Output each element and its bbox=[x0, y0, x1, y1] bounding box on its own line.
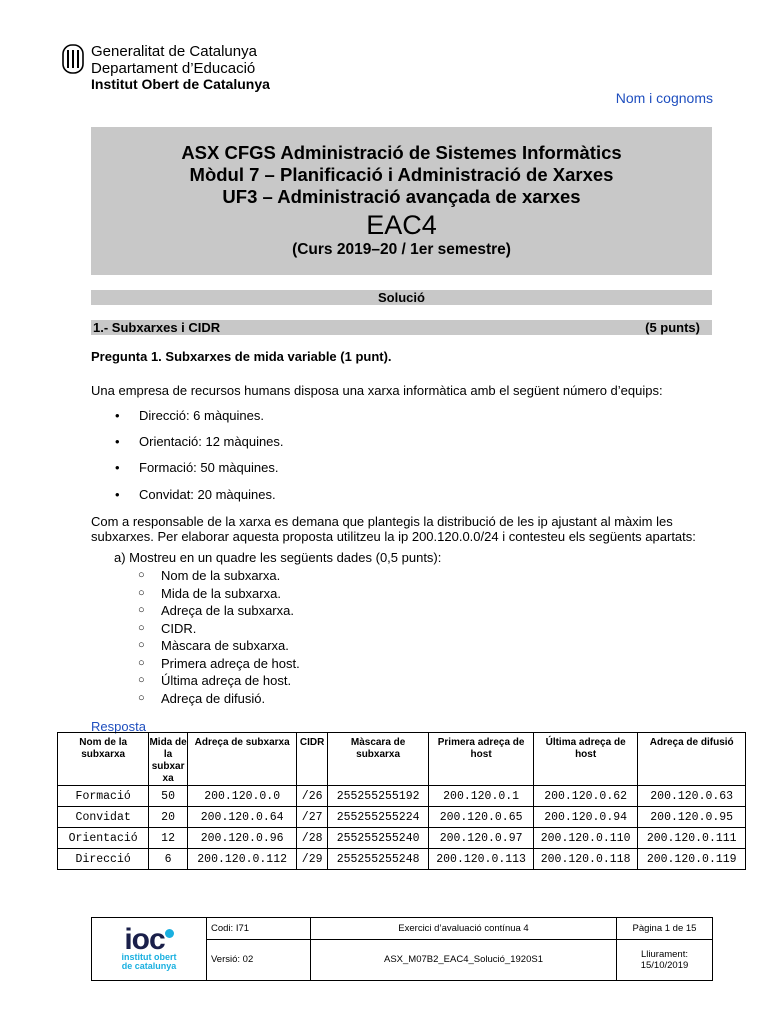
table-cell: 20 bbox=[149, 807, 188, 828]
column-header: Adreça de difusió bbox=[638, 733, 746, 786]
footer-exercise: Exercici d’avaluació contínua 4 bbox=[311, 918, 617, 940]
table-cell: 50 bbox=[149, 786, 188, 807]
list-item: Orientació: 12 màquines. bbox=[139, 434, 284, 449]
column-header: Nom de la subxarxa bbox=[58, 733, 149, 786]
delivery-label: Lliurament: bbox=[641, 948, 688, 960]
table-cell: 200.120.0.62 bbox=[533, 786, 638, 807]
table-cell: /28 bbox=[297, 828, 327, 849]
circle-bullet-icon: ○ bbox=[138, 604, 145, 616]
table-cell: 200.120.0.110 bbox=[533, 828, 638, 849]
page-footer bbox=[91, 917, 713, 981]
column-header: CIDR bbox=[297, 733, 327, 786]
task-paragraph: Com a responsable de la xarxa es demana que plantegis la distribució de les ip ajustant al màxim les subxarxes. Per elaborar aquesta proposta utilitzeu la ip 200.120.0.0/24 i contesteu els següents apartats: bbox=[91, 514, 696, 544]
table-cell: 200.120.0.1 bbox=[429, 786, 534, 807]
circle-bullet-icon: ○ bbox=[138, 587, 145, 599]
author-name-field[interactable]: Nom i cognoms bbox=[615, 90, 713, 106]
generalitat-name: Generalitat de Catalunya bbox=[91, 43, 257, 60]
table-cell: 255255255248 bbox=[327, 849, 428, 870]
table-cell: 200.120.0.111 bbox=[638, 828, 746, 849]
section-heading bbox=[91, 320, 712, 335]
answer-label: Resposta bbox=[91, 719, 146, 734]
footer-code: Codi: I71 bbox=[207, 918, 311, 940]
course-title: ASX CFGS Administració de Sistemes Informàtics bbox=[181, 142, 622, 163]
sublist-item: CIDR. bbox=[161, 621, 197, 636]
table-cell: /27 bbox=[297, 807, 327, 828]
table-row bbox=[58, 828, 746, 849]
table-cell: Direcció bbox=[58, 849, 149, 870]
circle-bullet-icon: ○ bbox=[138, 692, 145, 704]
bullet-icon: • bbox=[115, 434, 120, 449]
course-year: (Curs 2019–20 / 1er semestre) bbox=[292, 241, 511, 258]
table-header-row bbox=[58, 733, 746, 786]
footer-delivery bbox=[617, 939, 713, 980]
sublist-item: Última adreça de host. bbox=[161, 673, 292, 688]
sublist-item: Màscara de subxarxa. bbox=[161, 638, 289, 653]
column-header: Màscara de subxarxa bbox=[327, 733, 428, 786]
table-row bbox=[58, 849, 746, 870]
circle-bullet-icon: ○ bbox=[138, 639, 145, 651]
sublist-item: Adreça de la subxarxa. bbox=[161, 603, 294, 618]
circle-bullet-icon: ○ bbox=[138, 657, 145, 669]
table-cell: /29 bbox=[297, 849, 327, 870]
department-name: Departament d’Educació bbox=[91, 60, 256, 77]
title-block bbox=[91, 127, 712, 275]
sublist-item: Nom de la subxarxa. bbox=[161, 568, 281, 583]
footer-page: Pàgina 1 de 15 bbox=[617, 918, 713, 940]
table-cell: 12 bbox=[149, 828, 188, 849]
table-cell: 200.120.0.112 bbox=[187, 849, 297, 870]
table-cell: 255255255240 bbox=[327, 828, 428, 849]
table-cell: 200.120.0.119 bbox=[638, 849, 746, 870]
table-cell: Formació bbox=[58, 786, 149, 807]
generalitat-logo-icon bbox=[62, 44, 84, 74]
subnet-table bbox=[57, 732, 746, 870]
list-item: Direcció: 6 màquines. bbox=[139, 408, 264, 423]
bullet-icon: • bbox=[115, 487, 120, 502]
sublist-item: Adreça de difusió. bbox=[161, 691, 266, 706]
table-cell: 255255255224 bbox=[327, 807, 428, 828]
column-header: Última adreça de host bbox=[533, 733, 638, 786]
table-cell: 6 bbox=[149, 849, 188, 870]
bullet-icon: • bbox=[115, 460, 120, 475]
ioc-logo bbox=[92, 918, 207, 981]
table-cell: 200.120.0.64 bbox=[187, 807, 297, 828]
ioc-logo-text: ioc bbox=[124, 923, 165, 956]
table-cell: 200.120.0.94 bbox=[533, 807, 638, 828]
intro-paragraph: Una empresa de recursos humans disposa una xarxa informàtica amb el següent número d’equips: bbox=[91, 383, 663, 398]
circle-bullet-icon: ○ bbox=[138, 622, 145, 634]
module-title: Mòdul 7 – Planificació i Administració de Xarxes bbox=[189, 164, 614, 185]
table-cell: 200.120.0.96 bbox=[187, 828, 297, 849]
column-header: Adreça de subxarxa bbox=[187, 733, 297, 786]
footer-filename: ASX_M07B2_EAC4_Solució_1920S1 bbox=[311, 939, 617, 980]
circle-bullet-icon: ○ bbox=[138, 674, 145, 686]
list-item: Convidat: 20 màquines. bbox=[139, 487, 276, 502]
table-cell: Orientació bbox=[58, 828, 149, 849]
column-header: Mida de la subxar xa bbox=[149, 733, 188, 786]
table-cell: /26 bbox=[297, 786, 327, 807]
table-cell: 200.120.0.65 bbox=[429, 807, 534, 828]
subquestion-a: a) Mostreu en un quadre les següents dades (0,5 punts): bbox=[114, 550, 442, 565]
institute-name: Institut Obert de Catalunya bbox=[91, 76, 270, 92]
bullet-icon: • bbox=[115, 408, 120, 423]
table-cell: Convidat bbox=[58, 807, 149, 828]
table-cell: 200.120.0.97 bbox=[429, 828, 534, 849]
sublist-item: Mida de la subxarxa. bbox=[161, 586, 281, 601]
sublist-item: Primera adreça de host. bbox=[161, 656, 300, 671]
section-title: 1.- Subxarxes i CIDR bbox=[93, 320, 221, 335]
table-row bbox=[58, 807, 746, 828]
ioc-dot-icon bbox=[165, 929, 174, 938]
table-cell: 255255255192 bbox=[327, 786, 428, 807]
circle-bullet-icon: ○ bbox=[138, 569, 145, 581]
list-item: Formació: 50 màquines. bbox=[139, 460, 279, 475]
table-cell: 200.120.0.0 bbox=[187, 786, 297, 807]
solution-banner: Solució bbox=[91, 290, 712, 305]
section-points: (5 punts) bbox=[645, 320, 700, 335]
table-cell: 200.120.0.63 bbox=[638, 786, 746, 807]
table-row bbox=[58, 786, 746, 807]
table-cell: 200.120.0.95 bbox=[638, 807, 746, 828]
table-cell: 200.120.0.118 bbox=[533, 849, 638, 870]
unit-title: UF3 – Administració avançada de xarxes bbox=[222, 186, 581, 207]
delivery-date: 15/10/2019 bbox=[640, 959, 689, 971]
ioc-logo-subtitle: de catalunya bbox=[121, 961, 177, 971]
table-cell: 200.120.0.113 bbox=[429, 849, 534, 870]
exercise-title: EAC4 bbox=[366, 210, 437, 240]
column-header: Primera adreça de host bbox=[429, 733, 534, 786]
ioc-logo-subtitle: institut obert bbox=[121, 952, 177, 962]
footer-version: Versió: 02 bbox=[207, 939, 311, 980]
question-heading: Pregunta 1. Subxarxes de mida variable (1 punt). bbox=[91, 349, 392, 364]
